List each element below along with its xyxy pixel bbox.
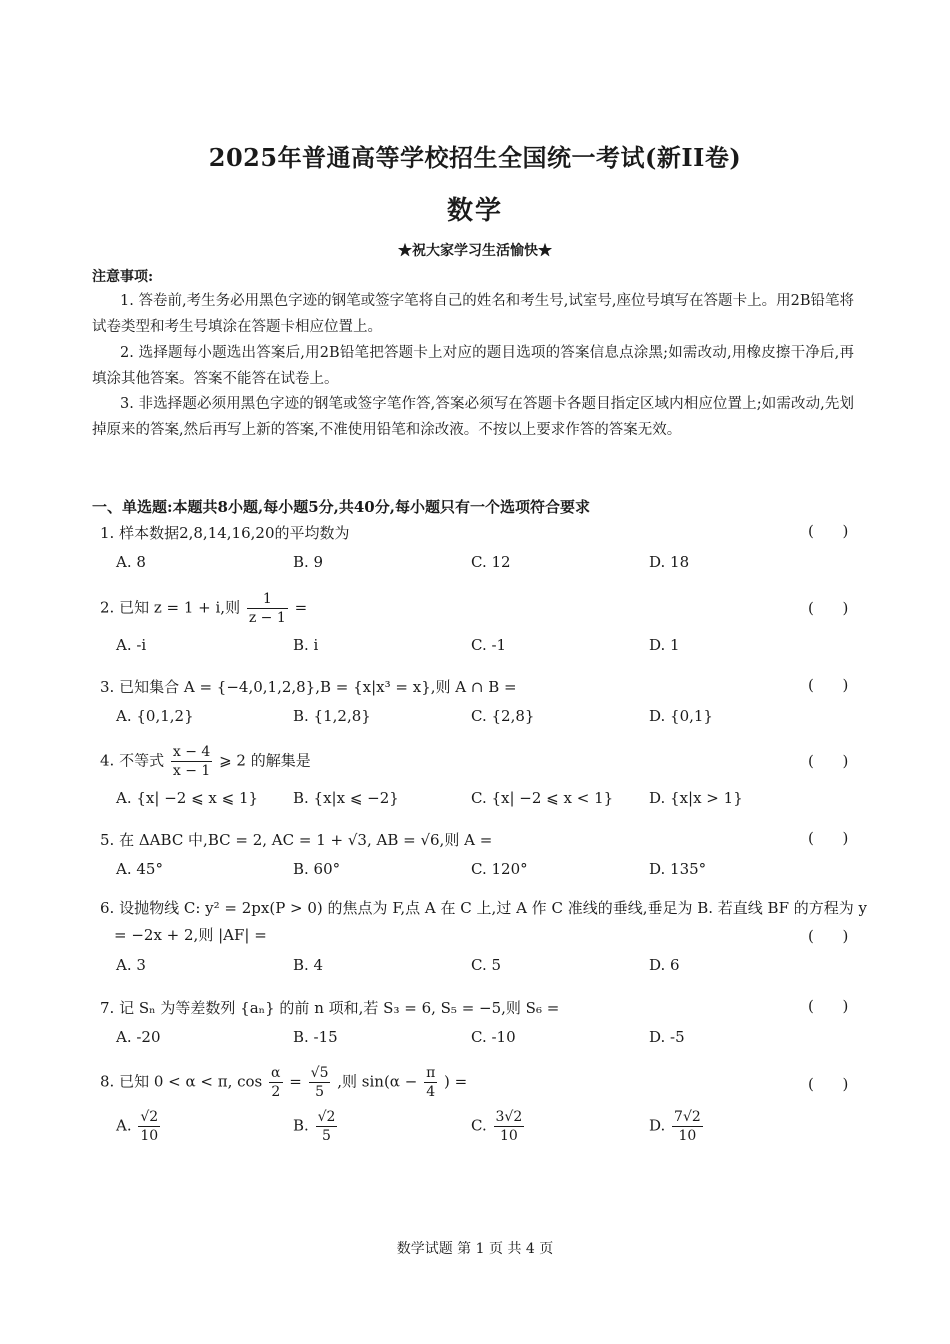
fraction [672, 1110, 703, 1143]
option-b[interactable]: B. 9 [293, 553, 324, 571]
option-letter: A. [116, 1116, 132, 1135]
fraction-denominator: 5 [322, 1128, 331, 1144]
answer-bracket[interactable]: ( ) [808, 1075, 849, 1093]
answer-bracket[interactable]: ( ) [808, 522, 849, 540]
fraction-denominator: 4 [426, 1084, 436, 1100]
answer-bracket[interactable]: ( ) [808, 676, 849, 694]
fraction [269, 1066, 282, 1099]
fraction-denominator: 10 [140, 1128, 159, 1144]
option-c[interactable]: C. -10 [471, 1028, 516, 1046]
option-d[interactable]: D. {x|x > 1} [649, 789, 743, 807]
stem-text: ,则 sin(α − [337, 1072, 418, 1091]
option-a[interactable]: A. -20 [116, 1028, 161, 1046]
fraction-denominator: 10 [499, 1128, 518, 1144]
page-footer: 数学试题 第 1 页 共 4 页 [396, 1241, 554, 1257]
exam-title: 2025年普通高等学校招生全国统一考试(新II卷) [208, 143, 742, 172]
question-4-stem [100, 745, 311, 778]
fraction [424, 1066, 437, 1099]
option-a[interactable]: A. -i [116, 636, 147, 654]
stem-text: ⩾ 2 的解集是 [219, 751, 311, 770]
answer-bracket[interactable]: ( ) [808, 927, 849, 945]
option-letter: B. [293, 1116, 309, 1135]
option-a[interactable] [116, 1110, 162, 1143]
fraction-numerator: √2 [317, 1109, 336, 1125]
motto: ★祝大家学习生活愉快★ [398, 243, 552, 259]
option-c[interactable]: C. 5 [471, 956, 502, 974]
stem-text: 2. 已知 z = 1 + i,则 [100, 598, 241, 617]
fraction [494, 1110, 525, 1143]
option-a[interactable]: A. {x| −2 ⩽ x ⩽ 1} [116, 789, 259, 807]
option-d[interactable]: D. 6 [649, 956, 680, 974]
option-c[interactable]: C. {2,8} [471, 707, 535, 725]
fraction [309, 1066, 331, 1099]
question-8-stem [100, 1066, 467, 1099]
fraction [138, 1110, 160, 1143]
note-item: 2. 选择题每小题选出答案后,用2B铅笔把答题卡上对应的题目选项的答案信息点涂黑;如需改动,用橡皮擦干净后,再填涂其他答案。答案不能答在试卷上。 [92, 345, 854, 387]
notes-heading: 注意事项: [92, 269, 154, 285]
option-c[interactable]: C. -1 [471, 636, 507, 654]
fraction-numerator: 1 [247, 592, 288, 609]
fraction-numerator: x − 4 [172, 744, 211, 760]
answer-bracket[interactable]: ( ) [808, 829, 849, 847]
option-a[interactable]: A. 3 [116, 956, 146, 974]
option-letter: D. [649, 1116, 666, 1135]
fraction [247, 592, 288, 625]
option-d[interactable]: D. -5 [649, 1028, 685, 1046]
fraction-denominator: 5 [315, 1084, 325, 1100]
option-b[interactable]: B. 4 [293, 956, 324, 974]
note-item: 3. 非选择题必须用黑色字迹的钢笔或签字笔作答,答案必须写在答题卡各题目指定区域内相应位置上;如需改动,先划掉原来的答案,然后再写上新的答案,不准使用铅笔和涂改液。不按以上要求作答的答案无效。 [92, 396, 854, 438]
question-2-stem [100, 592, 307, 625]
stem-text: = [289, 1072, 302, 1091]
fraction-denominator: 2 [271, 1084, 281, 1100]
question-1-stem: 1. 样本数据2,8,14,16,20的平均数为 [100, 524, 350, 542]
fraction-numerator: 7√2 [674, 1109, 701, 1125]
fraction-denominator: 10 [678, 1128, 697, 1144]
question-5-stem: 5. 在 ΔABC 中,BC = 2, AC = 1 + √3, AB = √6,则 A = [100, 831, 493, 849]
option-c[interactable]: C. 120° [471, 860, 528, 878]
option-b[interactable]: B. -15 [293, 1028, 338, 1046]
option-d[interactable]: D. 135° [649, 860, 707, 878]
option-b[interactable]: B. {x|x ⩽ −2} [293, 789, 399, 807]
option-d[interactable]: D. 1 [649, 636, 680, 654]
stem-text: 8. 已知 0 < α < π, cos [100, 1072, 263, 1091]
answer-bracket[interactable]: ( ) [808, 599, 849, 617]
answer-bracket[interactable]: ( ) [808, 997, 849, 1015]
question-3-stem: 3. 已知集合 A = {−4,0,1,2,8},B = {x|x³ = x},则 A ∩ B = [100, 678, 517, 696]
option-d[interactable] [649, 1110, 705, 1143]
fraction-denominator: z − 1 [248, 610, 286, 626]
note-item: 1. 答卷前,考生务必用黑色字迹的钢笔或签字笔将自己的姓名和考生号,试室号,座位号填写在答题卡上。用2B铅笔将试卷类型和考生号填涂在答题卡相应位置上。 [92, 293, 854, 335]
option-c[interactable]: C. 12 [471, 553, 511, 571]
option-letter: C. [471, 1116, 487, 1135]
section-heading: 一、单选题:本题共8小题,每小题5分,共40分,每小题只有一个选项符合要求 [92, 498, 590, 516]
subject-title: 数学 [446, 196, 503, 226]
option-b[interactable]: B. {1,2,8} [293, 707, 371, 725]
stem-text: ) = [444, 1072, 468, 1091]
option-b[interactable] [293, 1110, 339, 1143]
question-6-stem: 6. 设抛物线 C: y² = 2px(P > 0) 的焦点为 F,点 A 在 C 上,过 A 作 C 准线的垂线,垂足为 B. 若直线 BF 的方程为 y = −2x + 2,则 |AF| = [100, 899, 868, 944]
option-a[interactable]: A. 45° [116, 860, 163, 878]
option-b[interactable]: B. i [293, 636, 319, 654]
option-d[interactable]: D. 18 [649, 553, 690, 571]
option-c[interactable] [471, 1110, 526, 1143]
question-7-stem: 7. 记 Sₙ 为等差数列 {aₙ} 的前 n 项和,若 S₃ = 6, S₅ = −5,则 S₆ = [100, 999, 560, 1017]
option-c[interactable]: C. {x| −2 ⩽ x < 1} [471, 789, 614, 807]
fraction-numerator: α [271, 1065, 281, 1081]
fraction-numerator: 3√2 [495, 1109, 523, 1125]
answer-bracket[interactable]: ( ) [808, 752, 849, 770]
fraction-numerator: √2 [140, 1109, 159, 1125]
fraction [171, 745, 212, 778]
option-d[interactable]: D. {0,1} [649, 707, 713, 725]
option-b[interactable]: B. 60° [293, 860, 341, 878]
option-a[interactable]: A. {0,1,2} [116, 707, 194, 725]
fraction-numerator: √5 [310, 1065, 329, 1081]
stem-text: = [294, 598, 308, 617]
fraction-numerator: π [426, 1065, 436, 1081]
fraction-denominator: x − 1 [172, 763, 211, 779]
fraction [316, 1110, 338, 1143]
stem-text: 4. 不等式 [100, 751, 165, 770]
option-a[interactable]: A. 8 [116, 553, 146, 571]
